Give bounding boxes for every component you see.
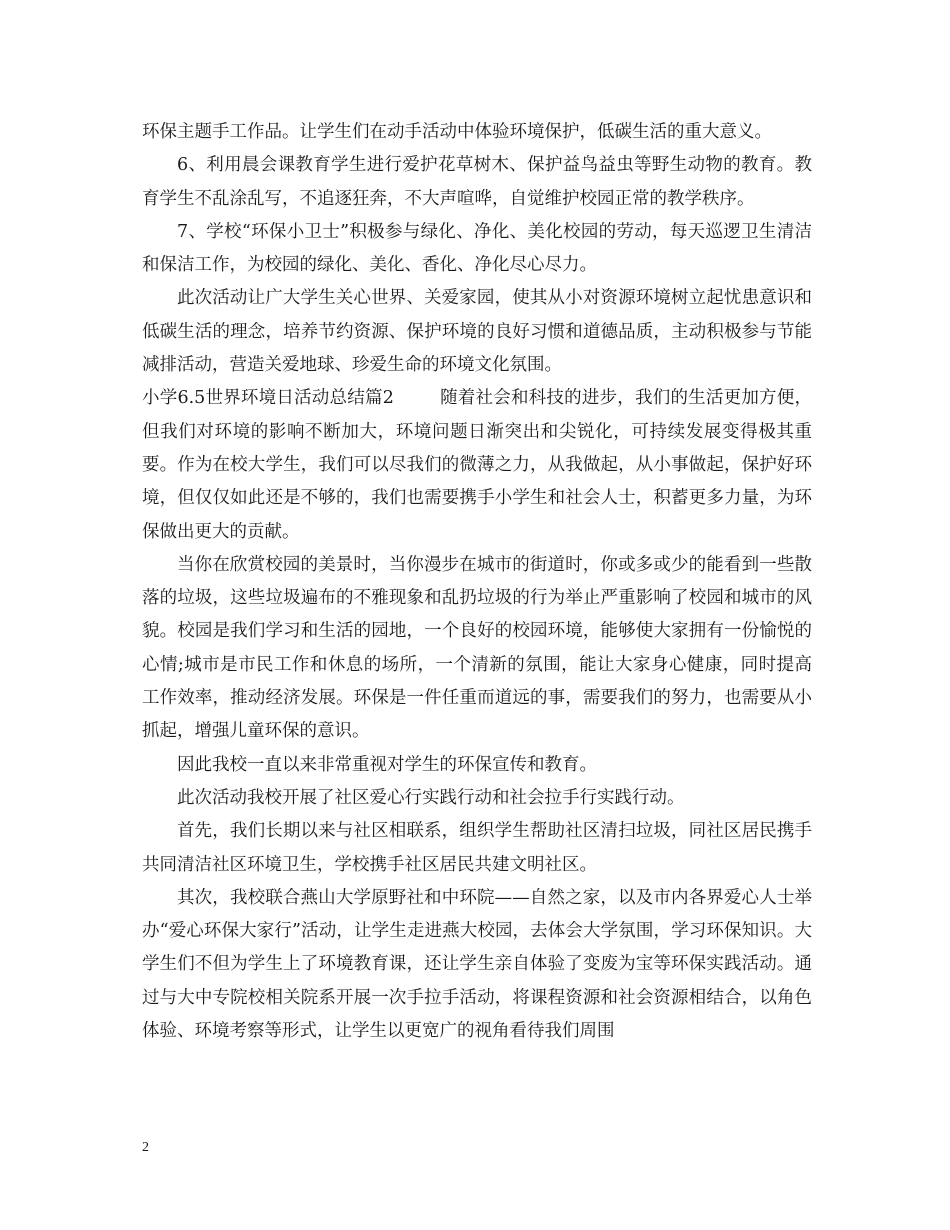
paragraph-8: 此次活动我校开展了社区爱心行实践行动和社会拉手行实践行动。 — [177, 787, 685, 808]
paragraph-4: 此次活动让广大学生关心世界、关爱家园，使其从小对资源环境树立起忧患意识和低碳生活的理念，培养节约资源、保护环境的良好习惯和道德品质，主动积极参与节能减排活动，营造关爱地球、珍爱生命的环境文化氛围。 — [142, 288, 812, 376]
section-paragraph — [142, 382, 812, 548]
paragraph-10: 其次，我校联合燕山大学原野社和中环院——自然之家，以及市内各界爱心人士举办“爱心环保大家行”活动，让学生走进燕大校园，去体会大学氛围，学习环保知识。大学生们不但为学生上了环境教育课，还让学生亲自体验了变废为宝等环保实践活动。通过与大中专院校相关院系开展一次手拉手活动，将课程资源和社会资源相结合，以角色体验、环境考察等形式，让学生以更宽广的视角看待我们周围 — [142, 887, 812, 1042]
document-body — [142, 116, 812, 1048]
paragraph-9: 首先，我们长期以来与社区相联系，组织学生帮助社区清扫垃圾，同社区居民携手共同清洁社区环境卫生，学校携手社区居民共建文明社区。 — [142, 821, 812, 875]
paragraph-7: 因此我校一直以来非常重视对学生的环保宣传和教育。 — [177, 754, 597, 775]
section-first-paragraph: 随着社会和科技的进步，我们的生活更加方便，但我们对环境的影响不断加大，环境问题日渐突出和尖锐化，可持续发展变得极其重要。作为在校大学生，我们可以尽我们的微薄之力，从我做起，从小事做起，保护好环境，但仅仅如此还是不够的，我们也需要携手小学生和社会人士，积蓄更多力量，为环保做出更大的贡献。 — [142, 388, 812, 542]
page-number: 2 — [142, 1140, 149, 1155]
paragraph-1: 环保主题手工作品。让学生们在动手活动中体验环境保护，低碳生活的重大意义。 — [142, 122, 772, 142]
paragraph-2: 6、利用晨会课教育学生进行爱护花草树木、保护益鸟益虫等野生动物的教育。教育学生不乱涂乱写，不追逐狂奔，不大声喧哗，自觉维护校园正常的教学秩序。 — [142, 155, 812, 209]
section-heading: 小学6.5世界环境日活动总结篇2 — [142, 388, 394, 409]
paragraph-3: 7、学校“环保小卫士”积极参与绿化、净化、美化校园的劳动，每天巡逻卫生清洁和保洁工作，为校园的绿化、美化、香化、净化尽心尽力。 — [142, 221, 812, 276]
heading-gap — [394, 388, 440, 408]
paragraph-6: 当你在欣赏校园的美景时，当你漫步在城市的街道时，你或多或少的能看到一些散落的垃圾，这些垃圾遍布的不雅现象和乱扔垃圾的行为举止严重影响了校园和城市的风貌。校园是我们学习和生活的园地，一个良好的校园环境，能够使大家拥有一份愉悦的心情;城市是市民工作和休息的场所，一个清新的氛围，能让大家身心健康，同时提高工作效率，推动经济发展。环保是一件任重而道远的事，需要我们的努力，也需要从小抓起，增强儿童环保的意识。 — [142, 554, 812, 742]
